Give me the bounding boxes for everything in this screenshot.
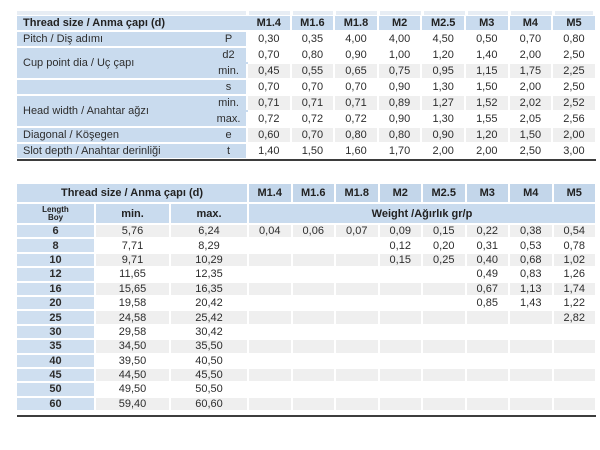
min-cell: 11,65 <box>95 267 170 281</box>
row-label: Head width / Anahtar ağzı <box>17 95 210 127</box>
dim-cell-M3: 1,55 <box>465 111 509 127</box>
weight-cell-M1.8 <box>335 296 379 310</box>
dim-cell-M1.8: 0,70 <box>334 79 378 95</box>
weight-cell-M5: 0,78 <box>553 238 597 252</box>
dim-cell-M3: 1,50 <box>465 79 509 95</box>
weight-cell-M4 <box>509 354 553 368</box>
weight-cell-M5: 1,22 <box>553 296 597 310</box>
dim-cell-M2.5: 1,30 <box>421 79 465 95</box>
thread-size-title: Thread size / Anma çapı (d) <box>17 16 247 31</box>
cropped-cell-sliver <box>249 11 290 15</box>
dim-cell-M4: 1,75 <box>509 63 553 79</box>
max-cell: 16,35 <box>170 282 248 296</box>
weight-cell-M4 <box>509 339 553 353</box>
dim-cell-M4: 2,00 <box>509 79 553 95</box>
cropped-cell-sliver <box>336 11 377 15</box>
weight-cell-M1.4: 0,04 <box>248 224 292 238</box>
max-cell: 8,29 <box>170 238 248 252</box>
dim-cell-M1.6: 0,55 <box>291 63 335 79</box>
dim-cell-M1.6: 0,71 <box>291 95 335 111</box>
weight-cell-M1.4 <box>248 253 292 267</box>
weight-cell-M2 <box>379 296 423 310</box>
weight-cell-M5 <box>553 339 597 353</box>
weight-cell-M1.8: 0,07 <box>335 224 379 238</box>
max-cell: 60,60 <box>170 397 248 411</box>
cropped-table-edge <box>17 11 596 15</box>
row-symbol: e <box>210 127 247 143</box>
dim-cell-M3: 1,40 <box>465 47 509 63</box>
dim-cell-M1.6: 0,70 <box>291 79 335 95</box>
weight-cell-M1.4 <box>248 238 292 252</box>
dim-cell-M1.6: 0,70 <box>291 127 335 143</box>
max-cell: 20,42 <box>170 296 248 310</box>
weight-cell-M3: 0,22 <box>466 224 510 238</box>
column-header-M1.4: M1.4 <box>247 16 291 31</box>
weight-cell-M5 <box>553 382 597 396</box>
dim-cell-M1.6: 0,35 <box>291 31 335 47</box>
column-header-M5: M5 <box>552 16 596 31</box>
weight-cell-M1.4 <box>248 397 292 411</box>
dim-cell-M2: 0,90 <box>378 111 422 127</box>
weight-cell-M1.6 <box>292 310 336 324</box>
dim-cell-M1.6: 0,80 <box>291 47 335 63</box>
weight-cell-M1.6 <box>292 397 336 411</box>
row-label: Cup point dia / Uç çapı <box>17 47 210 79</box>
weight-cell-M2.5: 0,20 <box>422 238 466 252</box>
weight-cell-M2.5 <box>422 339 466 353</box>
weight-cell-M3: 0,40 <box>466 253 510 267</box>
length-cell: 16 <box>17 282 95 296</box>
weight-cell-M1.8 <box>335 397 379 411</box>
min-cell: 39,50 <box>95 354 170 368</box>
dim-cell-M3: 0,50 <box>465 31 509 47</box>
dim-cell-M1.4: 0,45 <box>247 63 291 79</box>
weight-cell-M2.5: 0,15 <box>422 224 466 238</box>
weight-cell-M2 <box>379 354 423 368</box>
weight-cell-M3: 0,49 <box>466 267 510 281</box>
weight-cell-M1.6 <box>292 368 336 382</box>
weight-cell-M2 <box>379 282 423 296</box>
length-cell: 10 <box>17 253 95 267</box>
column-header-M1.6: M1.6 <box>291 16 335 31</box>
dim-cell-M4: 1,50 <box>509 127 553 143</box>
min-cell: 19,58 <box>95 296 170 310</box>
weight-cell-M4: 0,68 <box>509 253 553 267</box>
weight-cell-M3 <box>466 310 510 324</box>
thread-size-title-2: Thread size / Anma çapı (d) <box>17 184 248 203</box>
weight-cell-M1.8 <box>335 238 379 252</box>
weight-cell-M2.5 <box>422 397 466 411</box>
weight-cell-M4: 0,83 <box>509 267 553 281</box>
weight-cell-M5 <box>553 368 597 382</box>
column-header-M3: M3 <box>466 184 510 203</box>
column-header-M1.8: M1.8 <box>334 16 378 31</box>
dim-cell-M1.6: 0,72 <box>291 111 335 127</box>
weight-cell-M1.8 <box>335 253 379 267</box>
dim-cell-M3: 1,52 <box>465 95 509 111</box>
weight-cell-M3 <box>466 354 510 368</box>
dim-cell-M5: 0,80 <box>552 31 596 47</box>
column-header-M1.8: M1.8 <box>335 184 379 203</box>
length-cell: 50 <box>17 382 95 396</box>
row-symbol: t <box>210 143 247 159</box>
column-header-M2.5: M2.5 <box>422 184 466 203</box>
min-cell: 15,65 <box>95 282 170 296</box>
max-cell: 12,35 <box>170 267 248 281</box>
dim-cell-M1.8: 0,65 <box>334 63 378 79</box>
max-cell: 6,24 <box>170 224 248 238</box>
dim-cell-M1.4: 0,71 <box>247 95 291 111</box>
weight-cell-M5: 1,74 <box>553 282 597 296</box>
max-cell: 30,42 <box>170 325 248 339</box>
weight-cell-M1.4 <box>248 267 292 281</box>
weight-cell-M2 <box>379 267 423 281</box>
weight-cell-M2.5 <box>422 325 466 339</box>
dim-cell-M2: 4,00 <box>378 31 422 47</box>
dim-cell-M1.8: 0,90 <box>334 47 378 63</box>
weight-cell-M1.4 <box>248 325 292 339</box>
length-cell: 40 <box>17 354 95 368</box>
weight-cell-M3 <box>466 325 510 339</box>
length-cell: 35 <box>17 339 95 353</box>
weight-cell-M2 <box>379 339 423 353</box>
weight-cell-M1.8 <box>335 282 379 296</box>
weight-cell-M5: 1,02 <box>553 253 597 267</box>
weight-cell-M2.5: 0,25 <box>422 253 466 267</box>
weight-cell-M1.6: 0,06 <box>292 224 336 238</box>
min-cell: 29,58 <box>95 325 170 339</box>
length-cell: 60 <box>17 397 95 411</box>
dim-cell-M1.4: 0,60 <box>247 127 291 143</box>
dim-cell-M2.5: 1,30 <box>421 111 465 127</box>
min-cell: 34,50 <box>95 339 170 353</box>
weight-cell-M1.6 <box>292 354 336 368</box>
length-cell: 45 <box>17 368 95 382</box>
weight-cell-M5 <box>553 325 597 339</box>
column-header-M2: M2 <box>378 16 422 31</box>
dim-cell-M5: 3,00 <box>552 143 596 159</box>
weight-cell-M2.5 <box>422 310 466 324</box>
column-header-M3: M3 <box>465 16 509 31</box>
dim-cell-M2: 0,89 <box>378 95 422 111</box>
length-cell: 6 <box>17 224 95 238</box>
length-label-tr: Boy <box>47 212 64 222</box>
weight-cell-M5: 2,82 <box>553 310 597 324</box>
cropped-cell-sliver <box>468 11 509 15</box>
length-cell: 8 <box>17 238 95 252</box>
weight-cell-M4: 0,53 <box>509 238 553 252</box>
dim-cell-M4: 0,70 <box>509 31 553 47</box>
weight-cell-M1.6 <box>292 296 336 310</box>
column-header-M1.4: M1.4 <box>248 184 292 203</box>
weight-cell-M1.8 <box>335 354 379 368</box>
weight-cell-M1.6 <box>292 382 336 396</box>
min-cell: 9,71 <box>95 253 170 267</box>
max-cell: 25,42 <box>170 310 248 324</box>
weight-cell-M2: 0,09 <box>379 224 423 238</box>
weight-cell-M5: 1,26 <box>553 267 597 281</box>
max-cell: 50,50 <box>170 382 248 396</box>
weight-cell-M4 <box>509 368 553 382</box>
dim-cell-M4: 2,50 <box>509 143 553 159</box>
weight-cell-M2: 0,15 <box>379 253 423 267</box>
weight-cell-M1.4 <box>248 354 292 368</box>
dim-cell-M3: 1,15 <box>465 63 509 79</box>
weight-cell-M3 <box>466 397 510 411</box>
dim-cell-M2.5: 0,95 <box>421 63 465 79</box>
row-symbol: max. <box>210 111 247 127</box>
weight-cell-M2.5 <box>422 267 466 281</box>
weight-cell-M1.6 <box>292 282 336 296</box>
weight-cell-M2.5 <box>422 382 466 396</box>
dim-cell-M2: 1,00 <box>378 47 422 63</box>
row-label <box>17 79 210 95</box>
weight-cell-M2 <box>379 382 423 396</box>
dim-cell-M1.6: 1,50 <box>291 143 335 159</box>
dim-cell-M2.5: 1,20 <box>421 47 465 63</box>
weight-header: Weight /Ağırlık gr/p <box>248 203 596 224</box>
dim-cell-M5: 2,00 <box>552 127 596 143</box>
cropped-cell-sliver <box>555 11 593 15</box>
dim-cell-M2: 0,90 <box>378 79 422 95</box>
cropped-cell-sliver <box>293 11 334 15</box>
dim-cell-M1.8: 0,71 <box>334 95 378 111</box>
min-cell: 59,40 <box>95 397 170 411</box>
length-label-en: Length <box>42 204 69 214</box>
row-label: Diagonal / Köşegen <box>17 127 210 143</box>
dim-cell-M2: 0,80 <box>378 127 422 143</box>
weight-cell-M5 <box>553 354 597 368</box>
weight-cell-M2.5 <box>422 368 466 382</box>
thread-dimensions-table <box>17 16 597 160</box>
cropped-cell-sliver <box>511 11 552 15</box>
weight-cell-M2.5 <box>422 354 466 368</box>
dim-cell-M5: 2,52 <box>552 95 596 111</box>
weight-cell-M3 <box>466 339 510 353</box>
weight-cell-M4 <box>509 325 553 339</box>
weight-cell-M5: 0,54 <box>553 224 597 238</box>
dim-cell-M4: 2,00 <box>509 47 553 63</box>
weight-cell-M1.4 <box>248 296 292 310</box>
weight-cell-M1.8 <box>335 267 379 281</box>
dim-cell-M1.4: 0,72 <box>247 111 291 127</box>
dim-cell-M5: 2,50 <box>552 47 596 63</box>
weight-cell-M2 <box>379 310 423 324</box>
row-label: Pitch / Diş adımı <box>17 31 210 47</box>
dim-cell-M2: 0,75 <box>378 63 422 79</box>
column-header-M2: M2 <box>379 184 423 203</box>
dim-cell-M2: 1,70 <box>378 143 422 159</box>
length-cell: 25 <box>17 310 95 324</box>
length-weight-table <box>17 184 597 412</box>
row-symbol: s <box>210 79 247 95</box>
dim-cell-M5: 2,56 <box>552 111 596 127</box>
weight-cell-M4 <box>509 310 553 324</box>
dim-cell-M1.4: 0,30 <box>247 31 291 47</box>
weight-cell-M2: 0,12 <box>379 238 423 252</box>
weight-cell-M1.6 <box>292 325 336 339</box>
weight-cell-M1.8 <box>335 325 379 339</box>
max-cell: 45,50 <box>170 368 248 382</box>
weight-cell-M1.8 <box>335 382 379 396</box>
dim-cell-M2.5: 0,90 <box>421 127 465 143</box>
min-cell: 44,50 <box>95 368 170 382</box>
column-header-M4: M4 <box>509 16 553 31</box>
max-cell: 10,29 <box>170 253 248 267</box>
weight-cell-M5 <box>553 397 597 411</box>
cropped-cell-sliver <box>380 11 421 15</box>
dim-cell-M1.4: 0,70 <box>247 47 291 63</box>
weight-cell-M3 <box>466 368 510 382</box>
weight-cell-M1.6 <box>292 267 336 281</box>
weight-cell-M1.4 <box>248 339 292 353</box>
weight-cell-M1.8 <box>335 310 379 324</box>
weight-cell-M4 <box>509 382 553 396</box>
weight-cell-M4: 1,13 <box>509 282 553 296</box>
dim-cell-M1.4: 0,70 <box>247 79 291 95</box>
row-symbol: min. <box>210 63 247 79</box>
dim-cell-M1.8: 0,80 <box>334 127 378 143</box>
min-cell: 7,71 <box>95 238 170 252</box>
weight-cell-M2.5 <box>422 296 466 310</box>
dim-cell-M3: 1,20 <box>465 127 509 143</box>
dim-cell-M1.8: 0,72 <box>334 111 378 127</box>
weight-cell-M1.6 <box>292 238 336 252</box>
length-header <box>17 203 95 224</box>
weight-cell-M1.8 <box>335 339 379 353</box>
max-header: max. <box>170 203 248 224</box>
dim-cell-M2.5: 2,00 <box>421 143 465 159</box>
max-cell: 40,50 <box>170 354 248 368</box>
dim-cell-M2.5: 1,27 <box>421 95 465 111</box>
length-cell: 20 <box>17 296 95 310</box>
column-header-M1.6: M1.6 <box>292 184 336 203</box>
dim-cell-M5: 2,25 <box>552 63 596 79</box>
length-cell: 30 <box>17 325 95 339</box>
column-header-M2.5: M2.5 <box>421 16 465 31</box>
dim-cell-M4: 2,02 <box>509 95 553 111</box>
weight-cell-M1.4 <box>248 310 292 324</box>
weight-cell-M1.4 <box>248 382 292 396</box>
dim-cell-M1.8: 1,60 <box>334 143 378 159</box>
min-cell: 5,76 <box>95 224 170 238</box>
weight-cell-M4 <box>509 397 553 411</box>
cropped-cell-sliver <box>17 11 246 15</box>
weight-cell-M2.5 <box>422 282 466 296</box>
dim-cell-M5: 2,50 <box>552 79 596 95</box>
weight-cell-M4: 0,38 <box>509 224 553 238</box>
dim-cell-M3: 2,00 <box>465 143 509 159</box>
weight-cell-M3: 0,31 <box>466 238 510 252</box>
weight-cell-M1.4 <box>248 368 292 382</box>
weight-cell-M1.4 <box>248 282 292 296</box>
weight-cell-M3: 0,67 <box>466 282 510 296</box>
dim-cell-M2.5: 4,50 <box>421 31 465 47</box>
row-symbol: d2 <box>210 47 247 63</box>
dim-cell-M4: 2,05 <box>509 111 553 127</box>
dim-cell-M1.4: 1,40 <box>247 143 291 159</box>
row-symbol: P <box>210 31 247 47</box>
row-symbol: min. <box>210 95 247 111</box>
weight-cell-M1.8 <box>335 368 379 382</box>
cropped-cell-sliver <box>424 11 465 15</box>
column-header-M5: M5 <box>553 184 597 203</box>
dim-cell-M1.8: 4,00 <box>334 31 378 47</box>
column-header-M4: M4 <box>509 184 553 203</box>
weight-cell-M3: 0,85 <box>466 296 510 310</box>
weight-cell-M1.6 <box>292 253 336 267</box>
min-cell: 49,50 <box>95 382 170 396</box>
weight-cell-M4: 1,43 <box>509 296 553 310</box>
weight-cell-M3 <box>466 382 510 396</box>
weight-cell-M2 <box>379 368 423 382</box>
length-table-bottom-rule <box>17 415 596 417</box>
weight-cell-M2 <box>379 397 423 411</box>
min-cell: 24,58 <box>95 310 170 324</box>
row-label: Slot depth / Anahtar derinliği <box>17 143 210 159</box>
weight-cell-M1.6 <box>292 339 336 353</box>
dimensions-table-bottom-rule <box>17 159 596 161</box>
min-header: min. <box>95 203 170 224</box>
max-cell: 35,50 <box>170 339 248 353</box>
length-cell: 12 <box>17 267 95 281</box>
weight-cell-M2 <box>379 325 423 339</box>
